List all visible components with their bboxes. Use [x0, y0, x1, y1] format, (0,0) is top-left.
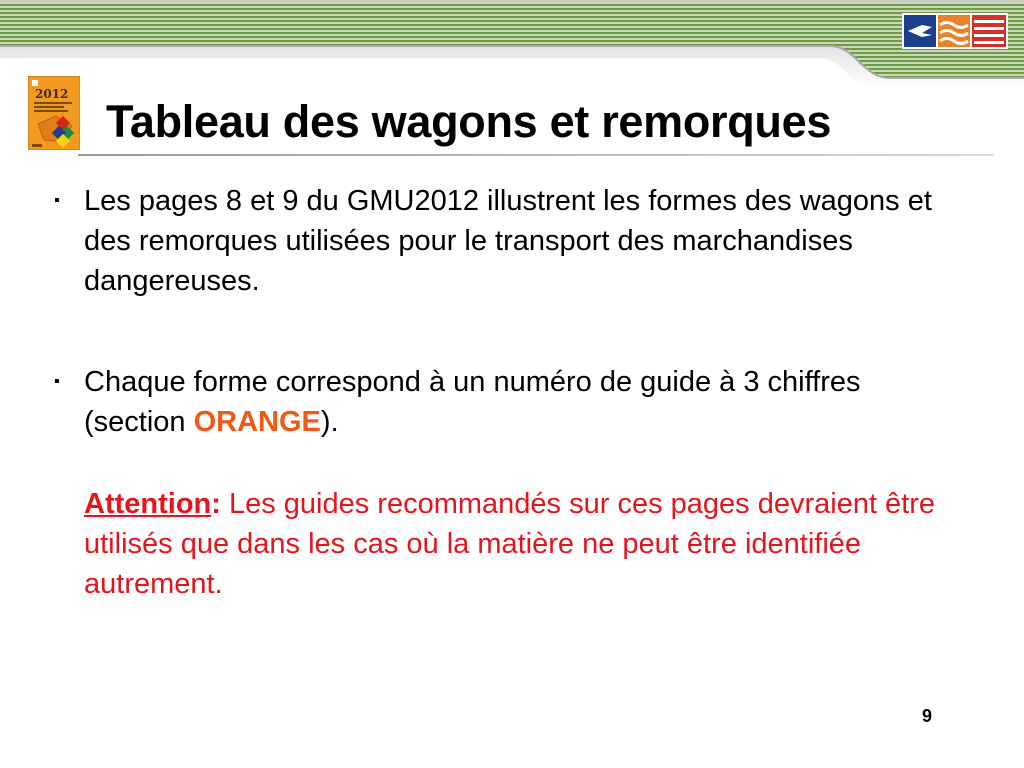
- bullet-text-before: Chaque forme correspond à un numéro de guide à 3 chiffres (section: [84, 366, 861, 438]
- orange-section-highlight: ORANGE: [193, 406, 321, 438]
- cover-year: 2012: [35, 87, 69, 101]
- guidebook-cover-image: [28, 76, 80, 150]
- bullet-text: Les pages 8 et 9 du GMU2012 illustrent les formes des wagons et des remorques utilisées pour le transport des marchandises dangereuses.: [84, 185, 932, 297]
- transport-logo: [902, 13, 1008, 49]
- bullet-square-icon: ▪: [54, 373, 60, 390]
- bullet-text-after: ).: [320, 406, 339, 438]
- slide-title: Tableau des wagons et remorques: [106, 96, 832, 147]
- warning-label: Attention:: [84, 488, 221, 520]
- title-divider: [78, 154, 994, 156]
- warning-note: [84, 484, 964, 604]
- bullet-square-icon: ▪: [54, 192, 60, 209]
- header-band: [0, 0, 1024, 90]
- page-number: 9: [922, 706, 933, 726]
- bullet-text: [84, 362, 964, 442]
- warning-text: Les guides recommandés sur ces pages devraient être utilisés que dans les cas où la matière ne peut être identifiée autrement.: [84, 488, 936, 600]
